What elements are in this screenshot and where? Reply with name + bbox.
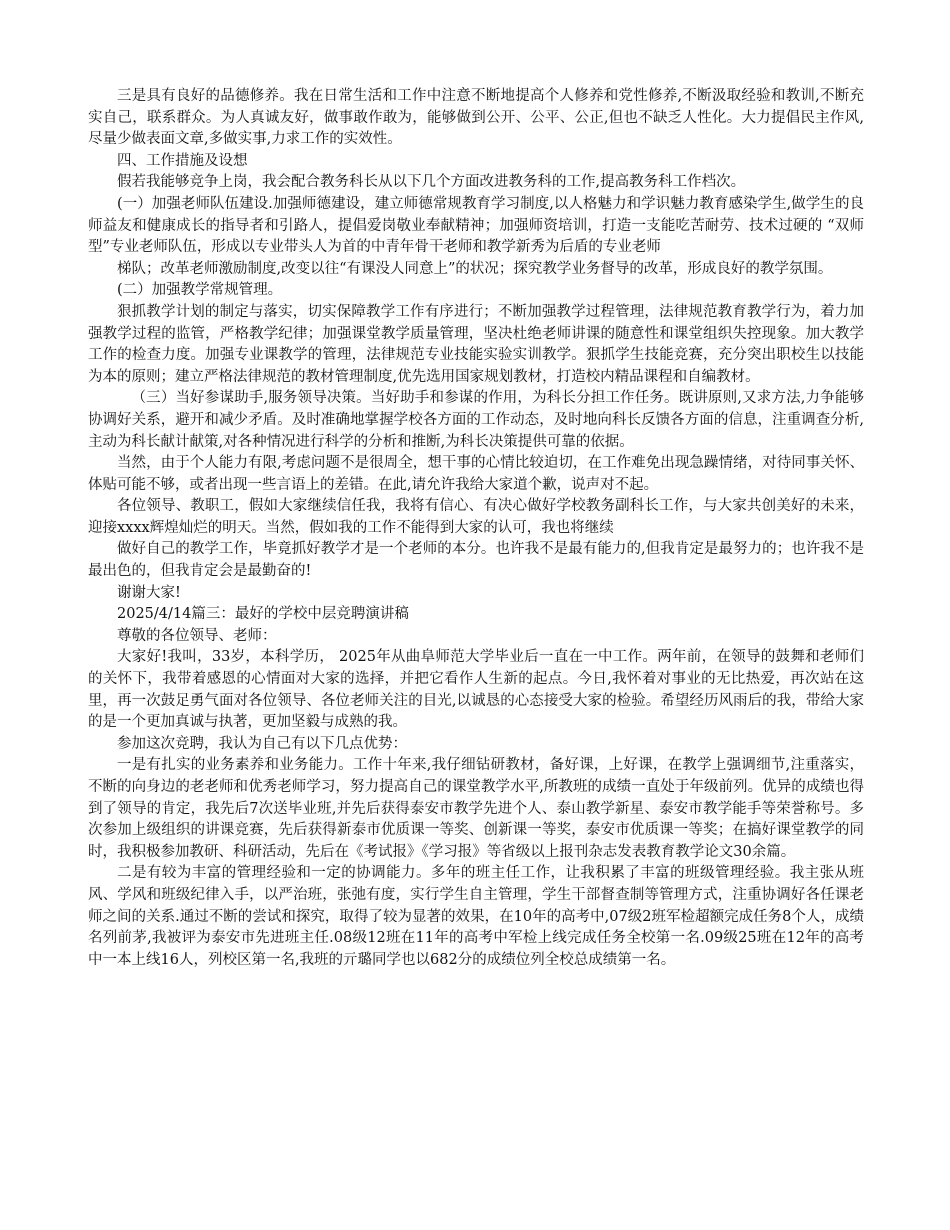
paragraph-teaching-plan: 狠抓教学计划的制定与落实，切实保障教学工作有序进行；不断加强教学过程管理，法律规范教育教学行为，着力加强教学过程的监管，严格教学纪律；加强课堂教学质量管理，坚决杜绝老师讲课的随意性和课堂组织失控现象。加大教学工作的检查力度。加强专业课教学的管理，法律规范专业技能实验实训教学。狠抓学生技能竞赛，充分突出职校生以技能为本的原则；建立严格法律规范的教材管理制度,优先选用国家规划教材，打造校内精品课程和自编教材。: [88, 303, 864, 385]
paragraph-routine-heading: (二）加强教学常规管理。: [117, 282, 283, 299]
paragraph-advantages-intro: 参加这次竞聘，我认为自己有以下几点优势：: [117, 735, 407, 752]
paragraph-incentive: 梯队；改革老师激励制度,改变以往“有课没人同意上”的状况；探究教学业务督导的改革，形成良好的教学氛围。: [117, 260, 833, 277]
paragraph-assistant-role: （三）当好参谋助手,服务领导决策。当好助手和参谋的作用，为科长分担工作任务。既讲原则,又求方法,力争能够协调好关系，避开和减少矛盾。及时准确地掌握学校各方面的工作动态，及时地向科长反馈各方面的信息，注重调查分析,主动为科长献计献策,对各种情况进行科学的分析和推断,为科长决策提供可靠的依据。: [88, 390, 864, 450]
paragraph-intro-measures: 假若我能够竞争上岗，我会配合教务科长从以下几个方面改进教务科的工作,提高教务科工作档次。: [117, 174, 746, 191]
paragraph-self-intro: 大家好!我叫，33岁，本科学历， 2025年从曲阜师范大学毕业后一直在一中工作。两年前，在领导的鼓舞和老师们的关怀下，我带着感恩的心情面对大家的选择，并把它看作人生新的起点。今日,我怀着对事业的无比热爱，再次站在这里，再一次鼓足勇气面对各位领导、各位老师关注的目光,以诚恳的心态接受大家的检验。希望经历风雨后的我，带给大家的是一个更加真诚与执著，更加坚毅与成熟的我。: [88, 649, 864, 731]
paragraph-teaching-duty: 做好自己的教学工作，毕竟抓好教学才是一个老师的本分。也许我不是最有能力的,但我肯定是最努力的；也许我不是最出色的，但我肯定会是最勤奋的!: [88, 541, 864, 580]
document-body: [88, 86, 864, 971]
section-heading-measures: 四、工作措施及设想: [117, 152, 248, 169]
paragraph-moral-cultivation: 三是具有良好的品德修养。我在日常生活和工作中注意不断地提高个人修养和党性修养,不断汲取经验和教训,不断充实自己，联系群众。为人真诚友好，做事敢作敢为，能够做到公开、公平、公正,但也不缺乏人性化。大力提倡民主作风,尽量少做表面文章,多做实事,力求工作的实效性。: [88, 88, 864, 148]
paragraph-trust: 各位领导、教职工，假如大家继续信任我，我将有信心、有决心做好学校教务副科长工作，与大家共创美好的未来，迎接xxxx辉煌灿烂的明天。当然，假如我的工作不能得到大家的认可，我也将继续: [88, 498, 864, 536]
paragraph-advantage-two: 二是有较为丰富的管理经验和一定的协调能力。多年的班主任工作，让我积累了丰富的班级管理经验。我主张从班风、学风和班级纪律入手，以严治班，张弛有度，实行学生自主管理，学生干部督查制等管理方式，注重协调好各任课老师之间的关系.通过不断的尝试和探究，取得了较为显著的效果，在10年的高考中,07级2班军检超额完成任务8个人，成绩名列前茅,我被评为泰安市先进班主任.08级12班在11年的高考中军检上线完成任务全校第一名.09级25班在12年的高考中一本上线16人，列校区第一名,我班的亓璐同学也以682分的成绩位列全校总成绩第一名。: [88, 865, 864, 968]
salutation: 尊敬的各位领导、老师：: [117, 627, 277, 644]
paragraph-teacher-team: (一）加强老师队伍建设.加强师德建设，建立师德常规教育学习制度,以人格魅力和学识魅力教育感染学生,做学生的良师益友和健康成长的指导者和引路人，提倡爱岗敬业奉献精神；加强师资培训，打造一支能吃苦耐劳、技术过硬的 “双师型”专业老师队伍，形成以专业带头人为首的中青年骨干老师和教学新秀为后盾的专业老师: [88, 195, 864, 256]
paragraph-advantage-one: 一是有扎实的业务素养和业务能力。工作十年来,我仔细钻研教材，备好课，上好课，在教学上强调细节,注重落实，不断的向身边的老老师和优秀老师学习，努力提高自己的课堂教学水平,所教班的成绩一直处于年级前列。优异的成绩也得到了领导的肯定，我先后7次送毕业班,并先后获得泰安市教学先进个人、泰山教学新星、泰安市教学能手等荣誉称号。多次参加上级组织的讲课竞赛，先后获得新泰市优质课一等奖、创新课一等奖，泰安市优质课一等奖；在搞好课堂教学的同时，我积极参加教研、科研活动，先后在《考试报》《学习报》等省级以上报刊杂志发表教育教学论文30余篇。: [88, 757, 864, 860]
article-title-line: 2025/4/14篇三：最好的学校中层竞聘演讲稿: [117, 606, 409, 623]
paragraph-apology: 当然，由于个人能力有限,考虑问题不是很周全，想干事的心情比较迫切，在工作难免出现急躁情绪，对待同事关怀、体贴可能不够，或者出现一些言语上的差错。在此,请允许我给大家道个歉，说声对不起。: [88, 455, 864, 493]
paragraph-thanks: 谢谢大家!: [117, 584, 181, 601]
